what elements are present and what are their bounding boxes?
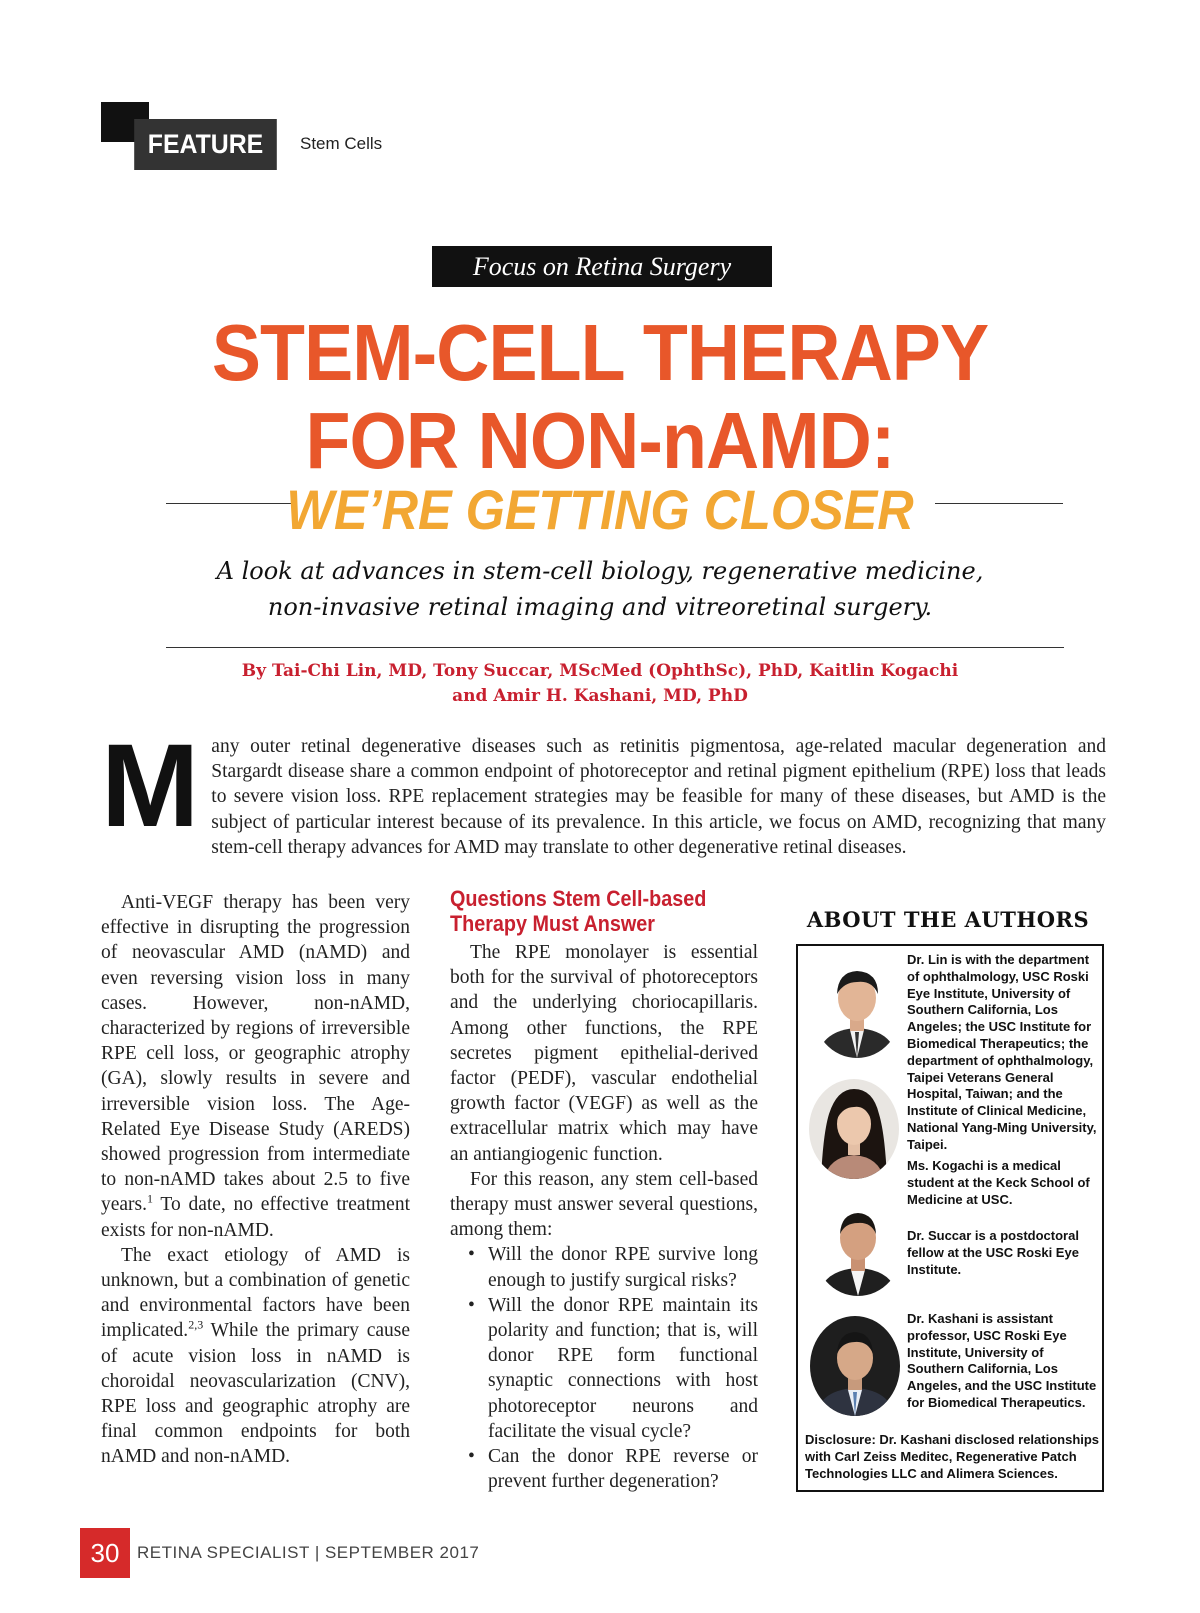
author-photo-succar [813,1196,903,1296]
publication-name: RETINA SPECIALIST [137,1543,310,1562]
bio-succar: Dr. Succar is a postdoctoral fellow at the USC Roski Eye Institute. [907,1228,1079,1277]
column-2 [450,940,758,1494]
byline-line-2: and Amir H. Kashani, MD, PhD [452,686,748,706]
col1-paragraph-1 [101,890,410,1243]
bio-kashani: Dr. Kashani is assistant professor, USC Roski Eye Institute, University of Southern California, Los Angeles, and the USC Institute for Biomedical Therapeutics. [907,1311,1097,1410]
feature-label: FEATURE [134,119,277,170]
author-photo-lin [812,958,902,1058]
col1-p2-text-end: While the primary cause of acute vision loss in nAMD is choroidal neovascularization (CNV), RPE loss and geographic atrophy are final common endpoints for both nAMD and non-nAMD. [101,1320,410,1468]
deck-line-1: A look at advances in stem-cell biology, regenerative medicine, [216,557,984,585]
list-item: • Will the donor RPE maintain its polarity and function; that is, will donor RPE form functional synaptic connections with host photoreceptor neurons and facilitate the visual cycle? [450,1293,758,1444]
page-number: 30 [80,1528,130,1578]
bio-kogachi: Ms. Kogachi is a medical student at the Keck School of Medicine at USC. [907,1158,1090,1207]
byline-line-1: By Tai-Chi Lin, MD, Tony Succar, MScMed (OphthSc), PhD, Kaitlin Kogachi [241,661,959,681]
footer-publication [137,1543,479,1563]
col2-paragraph-2: For this reason, any stem cell-based therapy must answer several questions, among them: [450,1168,758,1241]
intro-paragraph [101,720,1106,860]
reference-1: 1 [147,1191,154,1206]
issue-date: SEPTEMBER 2017 [324,1543,480,1562]
reference-2-3: 2,3 [188,1317,204,1332]
drop-cap: M [101,720,200,852]
intro-text: any outer retinal degenerative diseases such as retinitis pigmentosa, age-related macular degeneration and Stargardt disease share a common endpoint of photoreceptor and retinal pigment epithelium (RPE) loss that leads to severe vision loss. RPE replacement strategies may be feasible for many of these diseases, but AMD is the subject of particular interest because of its prevalence. In this article, we focus on AMD, recognizing that many stem-cell therapy advances for AMD may translate to other degenerative retinal diseases. [211,736,1106,858]
question-list [450,1242,758,1494]
col1-p1-text-end: To date, no effective treatment exists for non-nAMD. [101,1194,410,1241]
subheadline: WE’RE GETTING CLOSER [286,478,914,541]
col1-p1-text: Anti-VEGF therapy has been very effective in disrupting the progression of neovascular AMD (nAMD) and even reversing vision loss in many cases. However, non-nAMD, characterized by regions of irreversible RPE cell loss, or geographic atrophy (GA), slowly results in severe and irreversible vision loss. The Age-Related Eye Disease Study (AREDS) showed progression from intermediate to non-nAMD takes about 2.5 to five years. [101,892,410,1216]
deck-rule [166,647,1064,648]
author-photo-kashani [810,1316,900,1416]
footer-separator: | [314,1543,320,1562]
headline-line-1: STEM-CELL THERAPY [211,308,989,397]
col1-p2-text: The exact etiology of AMD is unknown, but a combination of genetic and environmental factors have been implicated. [101,1244,410,1342]
about-authors-title: ABOUT THE AUTHORS [806,907,1090,932]
column-1 [101,890,410,1470]
col2-paragraph-1: The RPE monolayer is essential both for the survival of photoreceptors and the underlying choriocapillaris. Among other functions, the RPE secretes pigment epithelial-derived factor (PEDF), vascular endothelial growth factor (VEGF) as well as the extracellular matrix which may have an antiangiogenic function. [450,942,758,1165]
section-label: Stem Cells [300,134,383,153]
disclosure: Disclosure: Dr. Kashani disclosed relationships with Carl Zeiss Meditec, Regenerative Patch Technologies LLC and Alimera Sciences. [805,1432,1100,1481]
list-item: • Will the donor RPE survive long enough to justify surgical risks? [450,1242,758,1292]
author-photo-kogachi [809,1079,899,1179]
byline [0,659,1200,709]
bio-lin: Dr. Lin is with the department of ophthalmology, USC Roski Eye Institute, University of Southern California, Los Angeles; the USC Institute for Biomedical Therapeutics; the department of ophthalmology, Taipei Veterans General Hospital, Taiwan; and the Institute of Clinical Medicine, National Yang-Ming University, Taipei. [907,952,1097,1152]
deck [0,553,1200,625]
section-heading [450,886,738,936]
deck-line-2: non-invasive retinal imaging and vitreoretinal surgery. [267,593,933,621]
section-heading-line-2: Therapy Must Answer [450,911,656,936]
col1-paragraph-2 [101,1243,410,1470]
kicker-banner: Focus on Retina Surgery [432,246,772,287]
headline-line-2: FOR NON-nAMD: [305,396,895,485]
list-item: • Can the donor RPE reverse or prevent further degeneration? [450,1444,758,1494]
section-heading-line-1: Questions Stem Cell-based [450,886,707,911]
